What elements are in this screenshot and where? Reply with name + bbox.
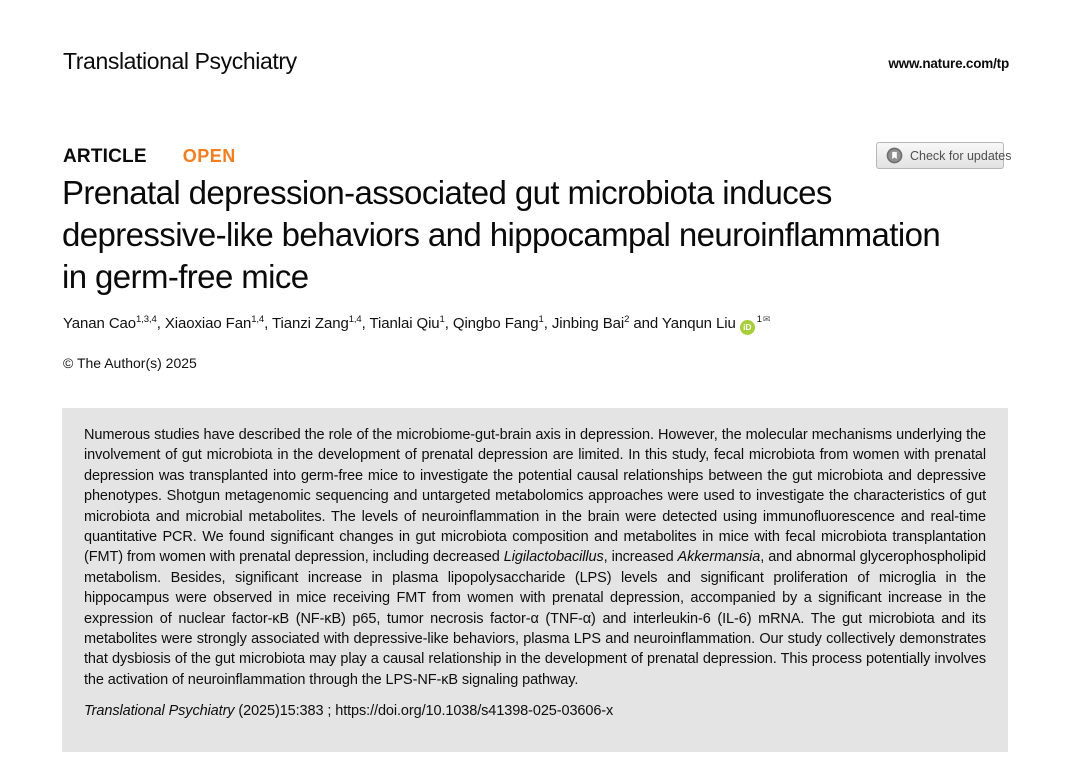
article-title [62,172,1022,298]
author-name: Yanan Cao [63,315,137,332]
copyright-notice: © The Author(s) 2025 [63,355,197,371]
author-name: Tianlai Qiu [369,315,440,332]
corresponding-author-email-icon[interactable]: ✉ [762,314,771,324]
abstract-text [84,425,986,690]
title-line-1: Prenatal depression-associated gut microbiota induces [62,174,832,211]
check-for-updates-label: Check for updates [910,148,1012,163]
author-affiliation-sup: 1,4 [348,314,362,325]
author-affiliation-sup: 1,4 [251,314,265,325]
abstract-box [62,408,1008,752]
author-name: Qingbo Fang [452,315,539,332]
journal-name: Translational Psychiatry [63,48,297,74]
abstract-italic-term: Akkermansia [677,549,761,566]
check-for-updates-button[interactable] [876,142,1012,169]
title-line-2: depressive-like behaviors and hippocampal neuroinflammation [62,216,941,253]
doi-link[interactable]: https://doi.org/10.1038/s41398-025-03606-x [335,703,614,720]
citation-journal: Translational Psychiatry [84,703,235,720]
author-affiliation-sup: 1 [538,314,544,325]
author-affiliation-sup: 1,3,4 [136,314,157,325]
abstract-segment: Numerous studies have described the role of the microbiome-gut-brain axis in depression. However, the molecular mechanisms underlying the involvement of gut microbiota in the development of prenatal depression are limited. In this study, fecal microbiota from women with prenatal depression was transplanted into germ-free mice to investigate the potential causal relationships between the gut microbiota and depressive phenotypes. Shotgun metagenomic sequencing and untargeted metabolomics approaches were used to investigate the characteristics of gut microbiota and microbial metabolites. The levels of neuroinflammation in the brain were detected using immunofluorescence and real-time quantitative PCR. We found significant changes in gut microbiota composition and metabolites in mice with fecal microbiota transplantation (FMT) from women with prenatal depression, including decreased [84,427,986,566]
authors-line: Yanan Cao$^{1,3,4}$, Xiaoxiao Fan$^{1,4}$, Tianzi Zang$^{1,4}$, Tianlai Qiu$^1$, Qingbo Fang$^1$, Jinbing Bai$^2$ and Yanqun Liu $iD^{1✉}$ [63,315,983,335]
author-name: Yanqun Liu [661,315,736,332]
article-type-row [63,146,236,168]
author-affiliation-sup: 1 [756,314,762,325]
abstract-segment: , and abnormal glycerophospholipid metabolism. Besides, significant increase in plasma lipopolysaccharide (LPS) levels and significant proliferation of microglia in the hippocampus were observed in mice receiving FMT from women with prenatal depression, accompanied by a significant increase in the expression of nuclear factor-κB (NF-κB) p65, tumor necrosis factor-α (TNF-α) and interleukin-6 (IL-6) mRNA. The gut microbiota and its metabolites were strongly associated with depressive-like behaviors, plasma LPS and neuroinflammation. Our study collectively demonstrates that dysbiosis of the gut microbiota may play a causal relationship in the development of prenatal depression. This process potentially involves the activation of neuroinflammation through the LPS-NF-κB signaling pathway. [84,549,986,688]
author-affiliation-sup: 2 [624,314,630,325]
citation-line [84,703,986,719]
article-type-label: ARTICLE [63,146,147,167]
author-name: Jinbing Bai [551,315,625,332]
title-line-3: in germ-free mice [62,258,309,295]
abstract-segment: , increased [603,549,678,566]
abstract-italic-term: Ligilactobacillus [503,549,604,566]
journal-url-link[interactable]: www.nature.com/tp [888,56,1009,71]
author-affiliation-sup: 1 [439,314,445,325]
crossmark-icon [886,147,903,164]
orcid-icon[interactable]: iD [740,320,755,335]
author-name: Tianzi Zang [271,315,349,332]
open-access-label: OPEN [182,146,236,166]
citation-volume-page: (2025)15:383 ; [234,703,336,720]
author-name: Xiaoxiao Fan [164,315,252,332]
